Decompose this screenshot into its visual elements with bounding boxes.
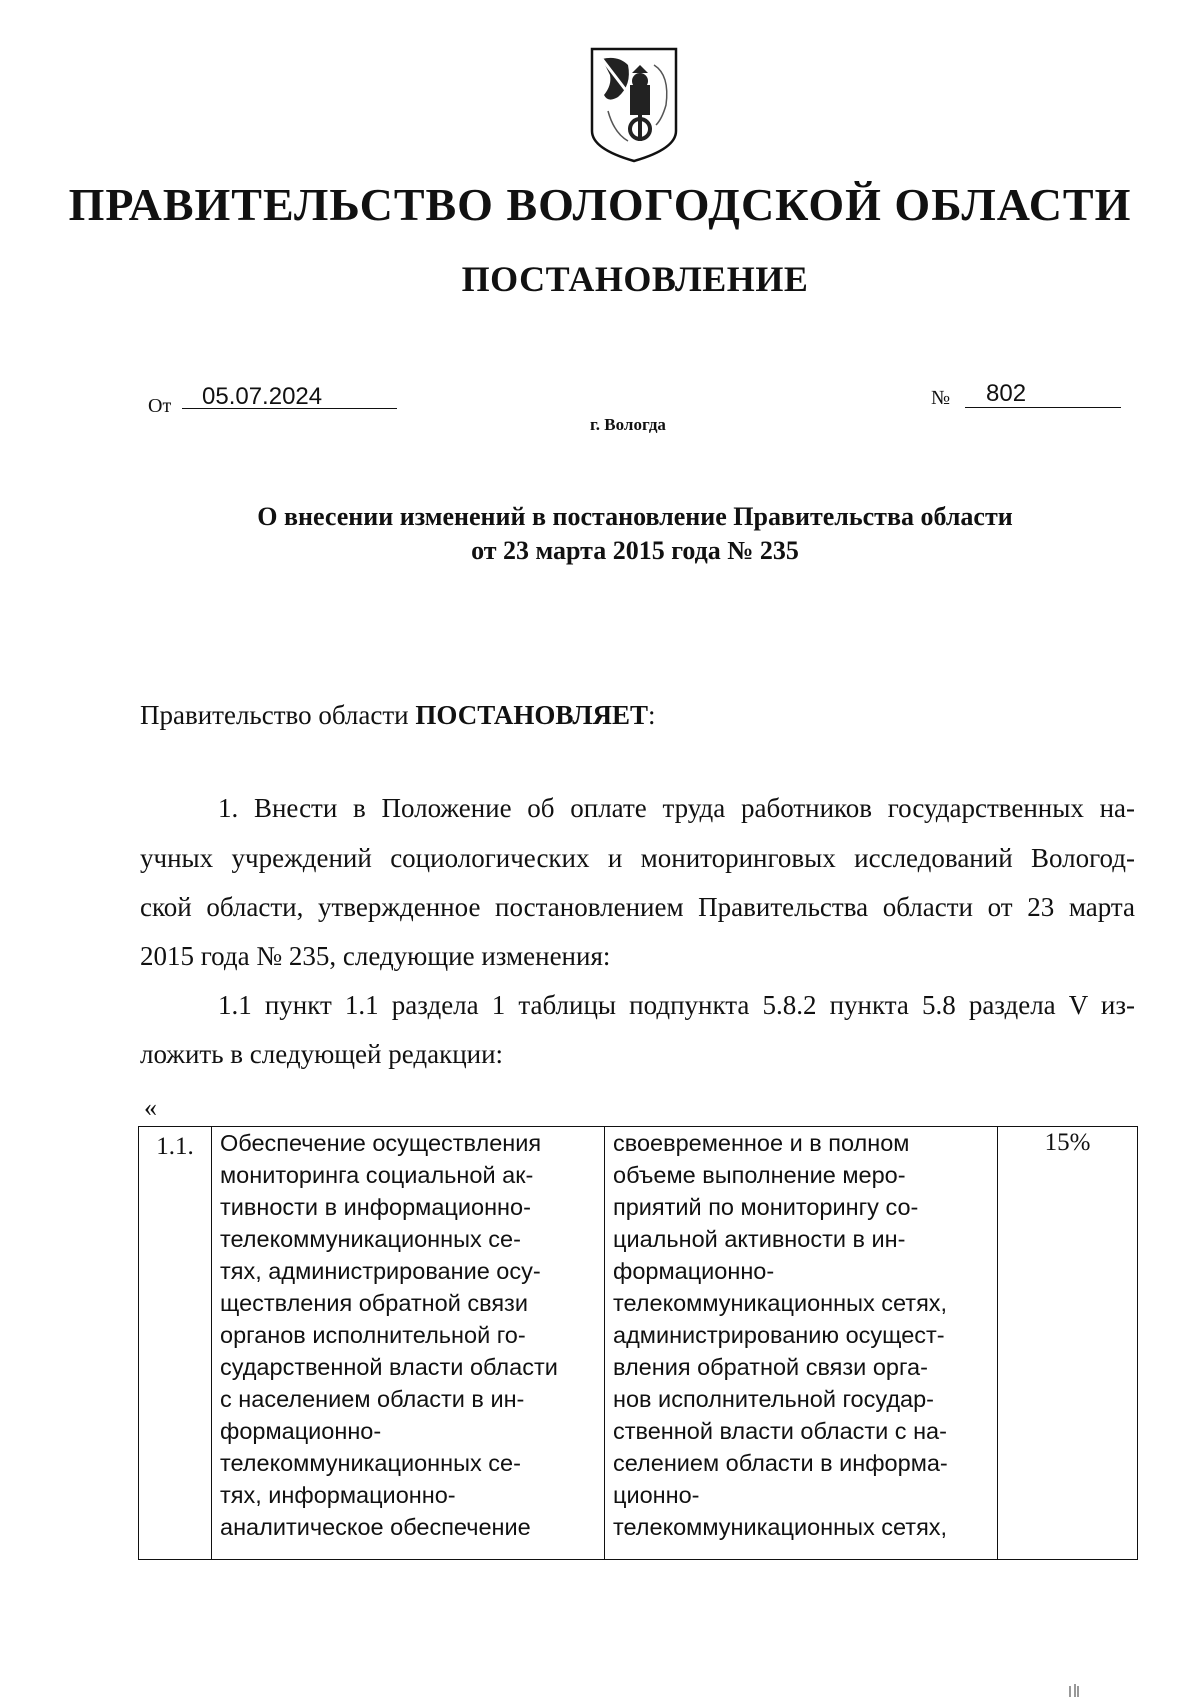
condition-line: вления обратной связи орга- xyxy=(613,1354,928,1380)
criterion-line: аналитическое обеспечение xyxy=(220,1514,531,1540)
condition-line: своевременное и в полном xyxy=(613,1130,910,1156)
criterion-line: тивности в информационно- xyxy=(220,1194,531,1220)
condition-line: формационно- xyxy=(613,1258,775,1284)
organization-title: ПРАВИТЕЛЬСТВО ВОЛОГОДСКОЙ ОБЛАСТИ xyxy=(68,179,1132,230)
criterion-cell xyxy=(212,1127,605,1560)
criterion-line: телекоммуникационных се- xyxy=(220,1450,521,1476)
document-date: 05.07.2024 xyxy=(202,383,323,410)
document-number: 802 xyxy=(986,380,1027,407)
preamble-keyword: ПОСТАНОВЛЯЕТ xyxy=(415,700,648,730)
criterion-line: телекоммуникационных се- xyxy=(220,1226,521,1252)
criterion-line: тях, администрирование осу- xyxy=(220,1258,541,1284)
preamble-text: Правительство области xyxy=(140,700,416,730)
emblem xyxy=(588,45,680,165)
condition-line: ционно- xyxy=(613,1482,700,1508)
preamble-colon: : xyxy=(647,700,656,730)
criterion-line: тях, информационно- xyxy=(220,1482,456,1508)
preamble xyxy=(140,700,656,731)
condition-cell xyxy=(605,1127,998,1560)
number-label: № xyxy=(931,387,951,409)
criterion-line: ществления обратной связи xyxy=(220,1290,528,1316)
document-type: ПОСТАНОВЛЕНИЕ xyxy=(461,259,809,299)
condition-line: циальной активности в ин- xyxy=(613,1226,906,1252)
vologda-coat-of-arms-icon xyxy=(588,45,680,165)
subject-line-2: от 23 марта 2015 года № 235 xyxy=(471,536,799,565)
open-quote: « xyxy=(144,1093,157,1122)
date-label: От xyxy=(148,395,172,417)
condition-line: приятий по мониторингу со- xyxy=(613,1194,919,1220)
criterion-line: формационно- xyxy=(220,1418,382,1444)
paragraph-2-line: 1.1 пункт 1.1 раздела 1 таблицы подпункта 5.8.2 пункта 5.8 раздела V из- xyxy=(218,990,1135,1020)
table-row xyxy=(139,1127,1138,1560)
criterion-line: мониторинга социальной ак- xyxy=(220,1162,534,1188)
criterion-line: сударственной власти области xyxy=(220,1354,558,1380)
condition-line: объеме выполнение меро- xyxy=(613,1162,906,1188)
condition-line: нов исполнительной государ- xyxy=(613,1386,935,1412)
condition-line: селением области в информа- xyxy=(613,1450,948,1476)
condition-line: телекоммуникационных сетях, xyxy=(613,1290,948,1316)
condition-line: ственной власти области с на- xyxy=(613,1418,947,1444)
paragraph-1-line: 1. Внести в Положение об оплате труда работников государственных на- xyxy=(218,793,1135,823)
condition-line: администрированию осущест- xyxy=(613,1322,945,1348)
row-number: 1.1. xyxy=(139,1127,212,1560)
condition-line: телекоммуникационных сетях, xyxy=(613,1514,948,1540)
subject-line-1: О внесении изменений в постановление Правительства области xyxy=(257,502,1013,531)
paragraph-2-line: ложить в следующей редакции: xyxy=(140,1039,504,1069)
criterion-line: Обеспечение осуществления xyxy=(220,1130,542,1156)
scan-artifact xyxy=(1068,1680,1082,1697)
paragraph-1-line: ской области, утвержденное постановлением Правительства области от 23 марта xyxy=(140,892,1135,922)
amendment-table xyxy=(138,1126,1138,1560)
paragraph-1-line: учных учреждений социологических и мониторинговых исследований Вологод- xyxy=(140,843,1135,873)
paragraph-1-line: 2015 года № 235, следующие изменения: xyxy=(140,941,611,971)
criterion-line: органов исполнительной го- xyxy=(220,1322,526,1348)
city: г. Вологда xyxy=(590,415,666,434)
criterion-line: с населением области в ин- xyxy=(220,1386,525,1412)
percent-cell: 15% xyxy=(998,1127,1138,1560)
document-subject xyxy=(0,500,1200,568)
